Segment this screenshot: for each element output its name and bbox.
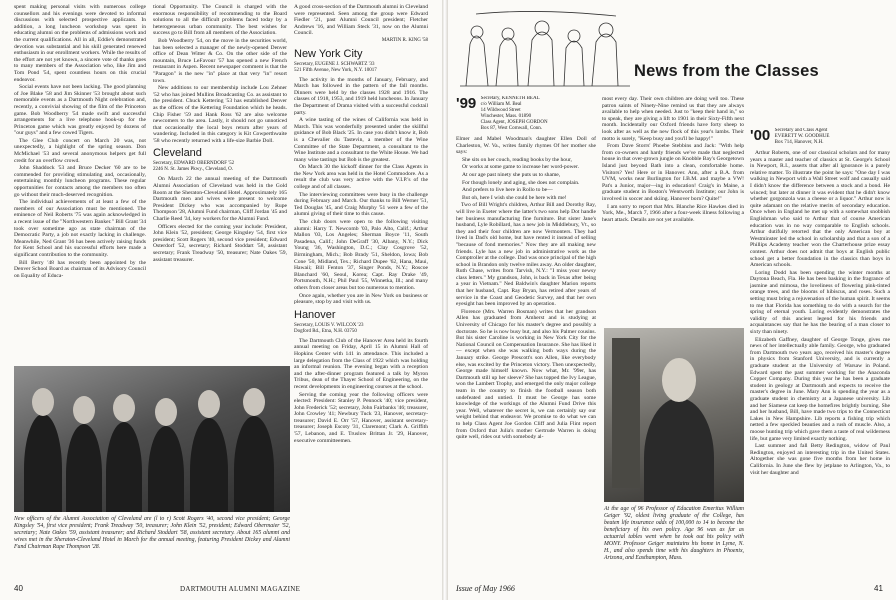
issue-date: Issue of May 1966 xyxy=(456,584,515,593)
right-column-3 xyxy=(750,128,890,580)
paragraph: Serving the coming year the following officers were elected: President: Stanley P. Pennock '40; vice president, John Frederick '52; secretary, John Fairbanks '46; treasurer, John Crowley '41; Newbury Tuck '23, Hanover, secretary-treasurer; David E. Orr '57, Hanover, assistant secretary-treasurer; Joseph Escoty '31, Claremont; Clark A. Griffith '57, Lebanon, and E. Truslow Brittan Jr. '29, Hanover, executive committeemen. xyxy=(294,391,428,444)
paragraph: Officers elected for the coming year include: President, John Klein '52, president; George Kingsley '54, first vice president; Scott Rogers '40, second vice president; Edward Osterdorf '52, secretary; Richard Stoddart '58, assistant secretary; Frank Treadway '50, treasurer; Nate Oakes '59, assistant treasurer. xyxy=(153,223,287,263)
paragraph: The Glee Club concert on March 20 was, not unexpectedly, a highlight of the spring season. Don McMichael '53 and several anonymous helpers get full credit for an overflow crowd. xyxy=(14,137,146,164)
poem-line: At our age past ninety she puts us to shame, xyxy=(462,171,561,178)
paragraph: most every day. Their own children are doing well too. These patron saints of Ninety-Nine remind us that they are always available to help when needed. Just to "keep their hand in," so to speak, they are giving a lift to 1901 in their Sixty-Fifth next month. Incidentally our Oxford friends have forty sheep to look after as well as the new flock of this year's lambs. Their motto is surely, "Keep busy and you'll be happy!" xyxy=(602,96,744,142)
page-number-left: 40 xyxy=(14,584,23,593)
paragraph: Arthur Roberts, one of our classical scholars and for many years a master and teacher of classics at St. George's School in Newport, R.I., asserts that after all ignorance is a purely relative matter. To illustrate the point he says: "One day I was walking in Newport with a Wall Street wolf and casually said I didn't know the difference between a stock and a bond. He winced; but later at dinner it was evident that he didn't know whether gorgonzola was a cheese or a liquor." Arthur now is quite adamant on the relative merits of secondary education. Once when in England he met up with a somewhat snobbish Englishman who said to Arthur that of course American education was in no way comparable to English schools. Arthur dutifully retorted that the only American boy at Westminster led the school in scholarship and that a son of a Phillips Academy teacher won the Charterhouse prize essay contest. Arthur does not admit that boys at English public school get a better foundation in the classics than boys in American schools. xyxy=(750,150,890,269)
class-secretary: Secretary and Class Agent EVERETT W. GOODHUE Box 714, Hanover, N.H. xyxy=(774,128,830,145)
paragraph: Florence (Mrs. Warren Bosman) writes that her grandson Allen has graduated from Amherst and is studying at University of Chicago for his master's degree and possibly a doctorate. So he is now busy but, and also his Palmer cousins. But his sister Caroline is working in New York City for the National Council on Compensation Insurance. She has liked it — except when she was walking both ways during the January strike. George Prescott's son Allen, like everybody else, was excited by the Princeton victory. Then unexpectedly, George made himself known. Now what, Mr. '99er, has Dartmouth still up her sleeve? She has topped the Ivy League, won the Lambert Trophy, and emerged the only major college team in the country to finish the football season both undefeated and untied. It must be George has some knowledge of the workings of the Alumni Fund Drive this year. Well, whatever the secret is, we can certainly say our weight behind that endeavor. We promise to do what we can to help Class Agent Joe Gordon Cliff and Julia Flint report from Oxford that Julia's mother Gertrude Warren is doing quite well, rides out with somebody al- xyxy=(456,308,596,441)
paragraph: spent making personal visits with numerous college counsellors and his evenings were devoted to informal discussions with selected prospective applicants. In addition, a long luncheon workshop was spent in educating alumni on the problems of admissions work and the current qualifications. All in all, Eddie's demonstrated devotion was substantial and his skill generated renewed enthusiasm in our enrollment workers. While the results of the effort are not yet known, a sincere vote of thanks goes to many members of the Association who, like Jim and Tom Pond '54, spent countless hours on this crucial endeavor. xyxy=(14,4,146,83)
paragraph: The club doors were open to the following visiting alumni: Harry T. Newcomb '03, Palo Alto, Calif.; Arthur Mallon '03, Los Angeles; Sherman Boyce '11, South Pasadena, Calif.; John DeGraff '30, Albany, N.Y.; Dick Young '36, Washington, D.C.; Clay Cosgrove '52, Birmingham, Mich.; Bob Brady '51, Sheldon, Iowa; Bob Cone '50, Midland, Tex.; Richard Dupee '62, Hana, Maui, Hawaii; Bill Fenton '37, Singer Ponds, N.Y.; Roscoe Blanchard '60, Seoul, Korea; Capt. Ray Drake '49, Portsmouth, N.H.; Phil Paul '55, Winnetka, Ill.; and many others from closer areas but too numerous to mention. xyxy=(294,219,428,291)
photo-caption: New officers of the Alumni Association of Cleveland are (l to r) Scott Rogers '40, second vice president; George Kingsley '54, first vice president; Frank Treadway '50, treasurer; John Klein '52, president; Edward Obermaier '52, secretary; Nate Oakes '59, assistant treasurer; and Richard Stoddart '58, assistant secretary. About 165 alumni and wives met in the Sheraton-Cleveland Hotel in March for the annual meeting, featuring President Dickey and Alumni Fund Chairman Rupe Thompson '28. xyxy=(14,516,290,550)
page-number-right: 41 xyxy=(874,584,883,593)
cleveland-officers-photo xyxy=(14,366,290,512)
section-secretary: Secretary, EUGENE J. SCHWARTZ '33 521 Fifth Avenue, New York, N.Y. 10017 xyxy=(294,61,377,73)
paragraph: The activity in the months of January, February, and March has followed in the pattern of the fall months. Dinners were held by the classes 1928 and 1916. The classes of 1918, 1953, and 1919 held luncheons. In January the Department of Drama visited with a successful cocktail party. xyxy=(294,76,428,116)
paragraph: A wine tasting of the wines of California was held in March. This was wonderfully presented under the skillful guidance of Bob Black '25. In case you didn't know it, Bob is a Chevalier du Tastevin, a member of the Wine Committee of the State Department, a consultant to the Wine Institute and a consultant to the White House. We had many wine tastings but Bob is the greatest. xyxy=(294,117,428,163)
section-secretary: Secretary, LOUIS V. WILCOX '23 Dogford Rd., Etna, N.H. 03750 xyxy=(294,322,364,334)
photo-caption: At the age of 96 Professor of Education Emeritus William Geiger '92, oldest living graduate of the College, has beaten life insurance odds of 100,000 to 14 to become the beneficiary of his own policy. Age 96 was as far as actuarial tables went when he took out his policy with MONY. Professor Geiger maintains his home in Lyme, N. H., and also spends time with his daughters in Phoenix, Arizona, and Easthampton, Mass. xyxy=(604,506,744,561)
class-00-header xyxy=(750,128,890,146)
poem-line: She sits on her couch, reading books by the hour, xyxy=(462,156,572,163)
paragraph: The interviewing committees were busy in the challenge during February and March. Our thanks to Bill Werner '51, Ted Douglas '45, and Craig Murphy '51 were a few of the alumni giving of their time to this cause. xyxy=(294,191,428,218)
class-number: '99 xyxy=(456,96,477,112)
paragraph: I am sorry to report that Mrs. Blanche Rice Hawkes died in York, Me., March 7, 1966 after a four-week illness following a heart attack. Details are not yet available. xyxy=(602,203,744,223)
paragraph: New additions to our membership include Lou Zehner '52 who has joined Mullins Broadcasting Co. as assistant to the president. Chuck Kettering '53 has established Denver as the offices of the Kettering Foundation which he heads. Chip Fisher '59 and Hank Ross '62 are also welcome newcomers to the area. Lastly, it should not go unnoticed that occasionally the local boys return after years of wandering. Included in this category is Kit Cowperthwaite '58 who recently returned with a life-size Barbie Doll. xyxy=(153,85,287,144)
paragraph: Social events have not been lacking. The good planning of Joe Blake '58 and Jim Skinner '53 brought about such memorable events as a Dartmouth Night celebration and, recently, a convivial showing of the film of the Princeton game. Bob Woodberry '54 made swift and successful arrangements for a live telephone hook-up for the Princeton game which was greatly enjoyed by dozens of "our guys" and a few cowed Tigers. xyxy=(14,84,146,137)
right-column-1 xyxy=(456,96,596,580)
paragraph: John Shaddock '53 and Bruce Decker '60 are to be commended for providing stimulating and, occasionally, entertaining monthly luncheon programs. These regular opportunities for contacts among the members too often go without their much-deserved recognition. xyxy=(14,165,146,198)
right-page xyxy=(448,0,896,600)
section-title-cleveland: Cleveland xyxy=(153,147,202,160)
paragraph: Two of Bill Wright's children, Arthur Bill and Dorothy Ray, will live in Exeter where the latter's two sons help Dot handle her business manufacturing fine furniture. But sister Jane's husband, Lyle Robillard, has a new job in Middlebury, Vt., so they and their four children are now Vermonters. They had lived in Dad's old home, but have rented it instead of selling "because of fond memories." Now they are all making new friends. Lyle has a new job in administrative work as the Comptroller at the college. Dad was once principal of the high school in Brandon only twelve miles away. An older daughter, Ruth Chase, writes from Tarvish, N.Y.: "I miss your newsy class letters." My grandson, John, is back in Texas after being a year in Vietnam." Ned Baldwin's daughter Marion reports that her husband, Capt. Ray Bryan, has retired after years of service in the Coast and Geodetic Survey, and that her own eyesight has been improved by an operation. xyxy=(456,202,596,308)
paragraph: Bill Berry '48 has recently been appointed by the Denver School Board as chairman of its Advisory Council on Equality of Educa- xyxy=(14,259,146,279)
signature: MARTIN R. KING '58 xyxy=(381,37,428,43)
paragraph: Last summer and fall Betty Redington, widow of Paul Redington, enjoyed an interesting trip in the United States. Altogether she was gone five months from her home in California. In June she flew by jetplane to Arlington, Va., to visit her daughter and xyxy=(750,443,890,476)
class-99-header xyxy=(456,96,596,132)
paragraph: Elizabeth Gaffney, daughter of George Tonge, gives me news of her intellectually able family. George, who graduated from Dartmouth two years ago, received his master's degree in physics from Stanford University, and is currently a graduate student at the University of Warsaw in Poland. Edward spent the past summer working for the Anaconda Copper Company. During this year he has been a graduate student in geology at Dartmouth and expects to receive the master's degree in June. Mary Ann is spending the year as a graduate student in chemistry at a Japanese university. Lib and her Siamese cat keep the homefires brightly burning. She and her husband, Bill, have made two trips to the Connecticut Lakes in New Hampshire. Lib reports a fishing trip which netted a few speckled beauties and a rush of muscle. Also, a moose hunting trip which gave them a taste of real wilderness life, but game very limited exactly nothing. xyxy=(750,336,890,442)
paragraph: Bob Woodberry '54, on the move in the securities world, has been selected a manager of the newly-opened Denver office of Dean Witter & Co. On the other side of the mountain, Bruce LeFavour '57 has opened a new French restaurant in Aspen. Recent newspaper comment is that the "Paragon" is the new "in" place at that very "in" resort town. xyxy=(153,37,287,84)
paragraph: The individual achievements of at least a few of the members of our Association must be mentioned. The eminence of Neil Roberts '75 was again acknowledged in a recent issue of the "Northwestern Banker." Bill Grant '34 took over sometime ago as state chairman of the Democratic Party, a job not exactly lacking in challenge. Meanwhile, Ned Grant '36 has been actively raising funds for Kent School and his successful efforts here made a significant contribution to the community. xyxy=(14,199,146,258)
magazine-name: DARTMOUTH ALUMNI MAGAZINE xyxy=(180,585,301,593)
left-page xyxy=(0,0,442,600)
paragraph: The Dartmouth Club of the Hanover Area held its fourth annual meeting on Friday, April 15 in Alumni Hall of Hopkins Center with 141 in attendance. This included a large delegation from the Class of 1922 which was holding an informal reunion. The evening began with a reception and the after-dinner program featured a talk by Myron Tribus, dean of the Thayer School of Engineering, on the recent developments in engineering courses at the school. xyxy=(294,337,428,390)
paragraph: Once again, whether you are in New York on business or pleasure, stop by and visit with us. xyxy=(294,292,428,306)
poem-line: But oh, here I wish she could be here with me! xyxy=(462,194,567,201)
class-secretary: Secretary, KENNETH BEAL c/o William M. Beal 14 Wildwood Street Winchester, Mass. 01890 Class Agent, JOSEPH GORDON Box 87, West Cornwall, Conn. xyxy=(480,96,548,131)
paragraph: On March 22 the annual meeting of the Dartmouth Alumni Association of Cleveland was held in the Gold Room at the Sheraton-Cleveland Hotel. Approximately 165 Dartmouth men and wives were present to welcome President Dickey who was accompanied by Rupe Thompson '28, Alumni Fund chairman, Cliff Jordan '45 and Charlie Reed '34, key workers for the Alumni Fund. xyxy=(153,176,287,223)
illustration-sketch xyxy=(456,6,634,94)
poem-line: Or works at some game to increase her word-power. xyxy=(462,164,579,171)
paragraph: A good cross-section of the Dartmouth alumni in Cleveland were represented. Seen among the group were Edward Fiedler '21, past Alumni Council president; Fletcher Andrews '16, and William Steck '31, now on the Alumni Council. xyxy=(294,4,428,37)
right-column-2 xyxy=(602,96,744,316)
paragraph: On March 30 the kickoff dinner for the Class Agents in the New York area was held in the Hotel Commodore. As a result the club was very active with the V.I.P.'s of the college and of all classes. xyxy=(294,164,428,191)
poem-line: And prefers to live here in Rollo to be— xyxy=(462,187,553,194)
paragraph: Loring Dodd has been spending the winter months at Daytona Beach, Fla. He has been basking in the fragrance of jasmine and mimosa, the loveliness of flowering pink-tinted orange trees, and the blooms of hibiscus, and roses. Such a setting must bring a rejuvenation of the human spirit. It seems to me that Florida has something to do with a search for the spring of eternal youth. Loring evidently demonstrates the validity of this ancient legend for his friends and acquaintances say that he has the bearing of a man closer to sixty than ninety. xyxy=(750,269,890,336)
left-column-3 xyxy=(294,4,428,580)
paragraph: tional Opportunity. The Council is charged with the enormous responsibility of recommending to the Board solutions to all the difficult problems faced today by a heterogeneous urban community. The best wishes for success go to Bill from all members of the Association. xyxy=(153,4,287,37)
poem-line: For though lonely and aging, she does not complain. xyxy=(462,179,580,186)
left-column-1 xyxy=(14,4,146,396)
section-heading: News from the Classes xyxy=(634,62,819,80)
class-number: '00 xyxy=(750,128,771,144)
section-title-hanover: Hanover xyxy=(294,308,336,321)
paragraph: From Dave Storrs' Phoebe Stebbins and Jack: "With help from co-owners and hardy friends we've made that neglected house in that over-grown jungle on Knobble Bay's Georgetown Island just beyond Bath into a clean, comfortable home. Visitors? Yes! Here or in Hanover. Ann, after a B.A. from UVM, works near Burlington for I.B.M. and maybe a VW! Pat's a Junior, major—ing in education! Craig's in Maine, a graduate student in Boston's Wentworth Institute; our John is involved in soccer and skiing. Hanover born? Quite!" xyxy=(602,143,744,202)
professor-geiger-photo xyxy=(604,328,744,502)
left-column-2 xyxy=(153,4,287,396)
paragraph: Elmer and Mabel Woodman's daughter Ellen Doll of Charleston, W. Va., writes family rhymes Of her mother she says: xyxy=(456,136,596,156)
section-secretary: Secretary, EDWARD OBERNDORF '52 2246 N. St. James Pkwy., Cleveland, O. xyxy=(153,161,235,173)
section-title-new-york: New York City xyxy=(294,47,363,60)
